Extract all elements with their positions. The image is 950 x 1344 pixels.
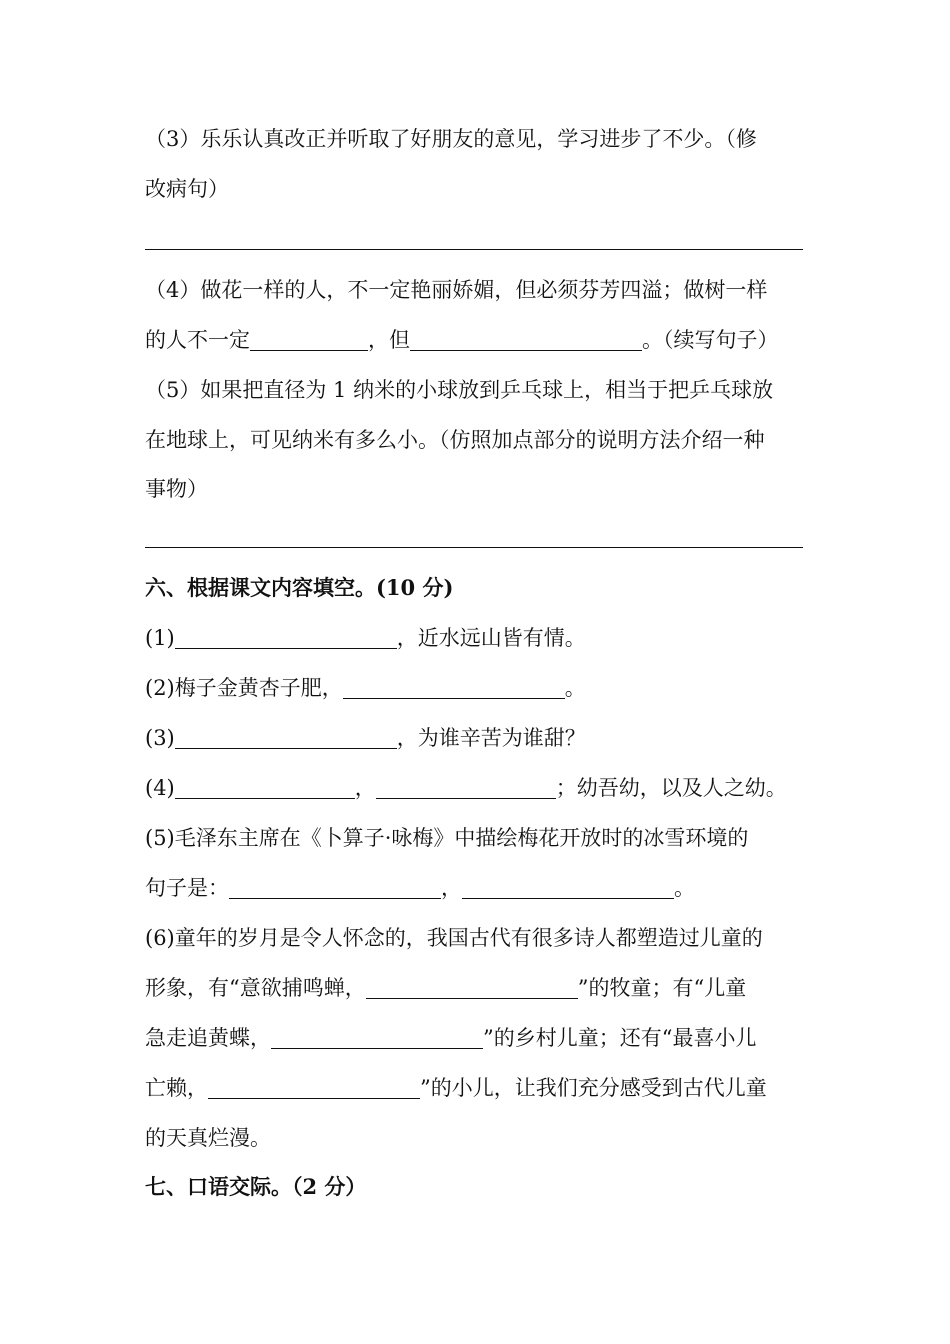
s6-item-5-line-1: (5)毛泽东主席在《卜算子·咏梅》中描绘梅花开放时的冰雪环境的 xyxy=(145,826,749,850)
s6-item-5-blank-1[interactable] xyxy=(229,876,441,899)
s6-item-1: (1) ，近水远山皆有情。 xyxy=(145,626,586,650)
q3-answer-line[interactable] xyxy=(145,249,803,250)
s6-item-6-line-5: 的天真烂漫。 xyxy=(145,1126,271,1150)
s6-item-6-line-3: 急走追黄蝶， ”的乡村儿童；还有“最喜小儿 xyxy=(145,1026,757,1050)
s6-item-4-blank-1[interactable] xyxy=(175,776,355,799)
s6-item-5-blank-2[interactable] xyxy=(462,876,674,899)
s6-item-4-blank-2[interactable] xyxy=(376,776,556,799)
q5-line-2: 在地球上，可见纳米有多么小。（仿照加点部分的说明方法介绍一种 xyxy=(145,428,765,452)
q3-line-1: （3）乐乐认真改正并听取了好朋友的意见，学习进步了不少。（修 xyxy=(145,127,757,151)
s6-item-2: (2)梅子金黄杏子肥， 。 xyxy=(145,676,586,700)
s6-item-6-line-4: 亡赖， ”的小儿，让我们充分感受到古代儿童 xyxy=(145,1076,767,1100)
q3-line-2: 改病句） xyxy=(145,177,229,201)
q4-blank-2[interactable] xyxy=(410,328,642,351)
s6-item-5-line-2: 句子是： ， 。 xyxy=(145,876,695,900)
s6-item-6-blank-1[interactable] xyxy=(366,976,578,999)
s6-item-2-blank[interactable] xyxy=(343,676,565,699)
section-6-heading: 六、根据课文内容填空。(10 分) xyxy=(145,575,454,600)
q4-line-2: 的人不一定 ，但 。（续写句子） xyxy=(145,328,779,352)
q5-line-1: （5）如果把直径为 1 纳米的小球放到乒乓球上，相当于把乒乓球放 xyxy=(145,378,774,402)
s6-item-6-line-1: (6)童年的岁月是令人怀念的，我国古代有很多诗人都塑造过儿童的 xyxy=(145,926,763,950)
s6-item-6-blank-3[interactable] xyxy=(208,1076,420,1099)
s6-item-3: (3) ，为谁辛苦为谁甜？ xyxy=(145,726,586,750)
s6-item-6-blank-2[interactable] xyxy=(271,1026,483,1049)
s6-item-6-line-2: 形象，有“意欲捕鸣蝉， ”的牧童；有“儿童 xyxy=(145,976,747,1000)
s6-item-1-blank[interactable] xyxy=(175,626,397,649)
s6-item-3-blank[interactable] xyxy=(175,726,397,749)
q5-answer-line[interactable] xyxy=(145,547,803,548)
section-7-heading: 七、口语交际。（2 分） xyxy=(145,1174,367,1199)
s6-item-4: (4) ， ；幼吾幼，以及人之幼。 xyxy=(145,776,787,800)
q4-line-1: （4）做花一样的人，不一定艳丽娇媚，但必须芬芳四溢；做树一样 xyxy=(145,278,768,302)
q4-blank-1[interactable] xyxy=(250,328,368,351)
q5-line-3: 事物） xyxy=(145,477,208,501)
